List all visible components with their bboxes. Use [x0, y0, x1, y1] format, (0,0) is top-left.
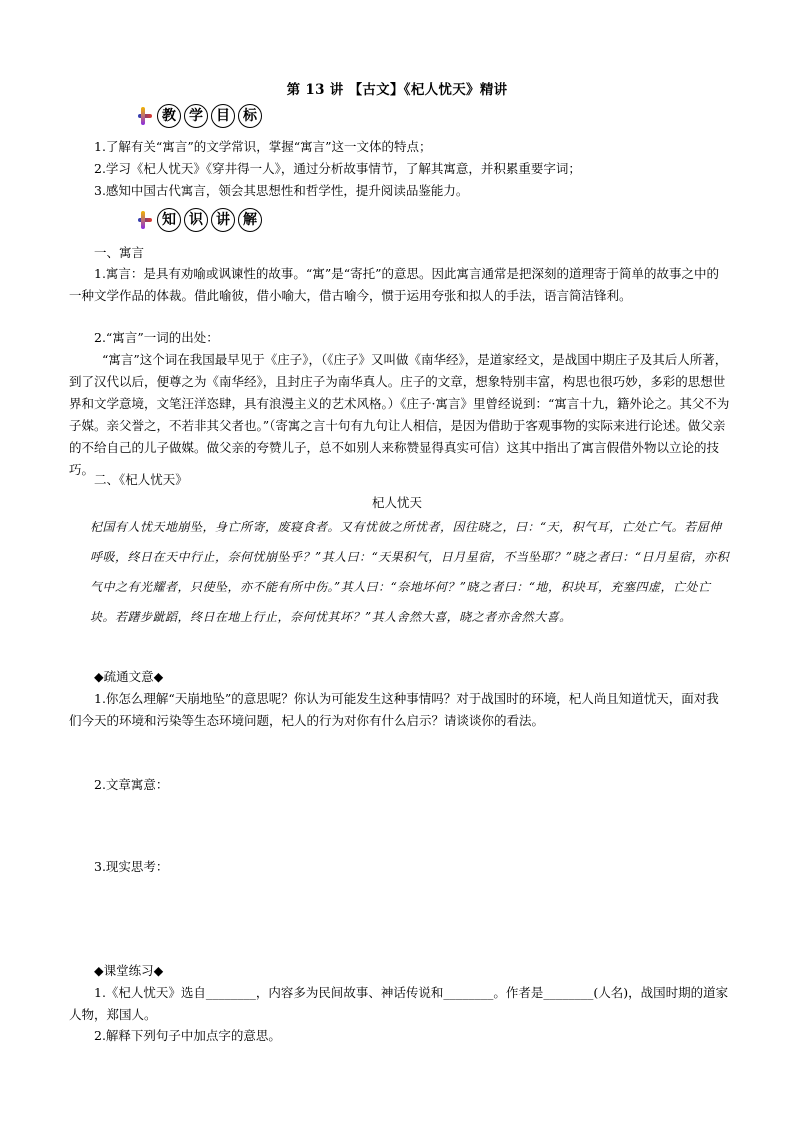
question-2: 2.文章寓意： [94, 777, 169, 792]
question-1: 1.你怎么理解“天崩地坠”的意思呢？你认为可能发生这种事情吗？对于战国时的环境，杞人尚且知道忧天，面对我们今天的环境和污染等生态环境问题，杞人的行为对你有什么启示？请谈谈你的看法。 [69, 691, 719, 728]
knowledge-badge-3: 讲 [211, 208, 235, 232]
goal-item-3: 3.感知中国古代寓言，领会其思想性和哲学性，提升阅读品鉴能力。 [94, 183, 469, 198]
section-1-paragraph-1: 1.寓言：是具有劝喻或讽谏性的故事。“寓”是“寄托”的意思。因此寓言通常是把深刻的道理寄于简单的故事之中的一种文学作品的体裁。借此喻彼，借小喻大，借古喻今，惯于运用夸张和拟人的手法，语言简洁锋利。 [69, 266, 719, 303]
section-2-heading: 二、《杞人忧天》 [94, 472, 188, 487]
practice-heading: ◆课堂练习◆ [94, 963, 164, 978]
goals-badge-1: 教 [157, 104, 181, 128]
page-title: 第 13 讲 【古文】《杞人忧天》精讲 [286, 82, 508, 98]
section-1-paragraph-2-heading: 2.“寓言”一词的出处： [94, 330, 219, 345]
goals-badge-3: 目 [211, 104, 235, 128]
goals-header [134, 104, 262, 128]
story-text: 杞国有人忧天地崩坠，身亡所寄，废寝食者。又有忧彼之所忧者，因往晓之，曰：“天，积气耳，亡处亡气。若屈伸呼吸，终日在天中行止，奈何忧崩坠乎？”其人曰：“天果积气，日月星宿，不当坠耶？”晓之者曰：“日月星宿，亦积气中之有光耀者，只使坠，亦不能有所中伤。”其人曰：“奈地坏何？”晓之者曰：“地，积块耳，充塞四虚，亡处亡块。若躇步跐蹈，终日在地上行止，奈何忧其坏？”其人舍然大喜，晓之者亦舍然大喜。 [90, 520, 730, 624]
goal-item-2: 2.学习《杞人忧天》《穿井得一人》，通过分析故事情节，了解其寓意，并积累重要字词； [94, 161, 581, 176]
practice-item-1: 1.《杞人忧天》选自________，内容多为民间故事、神话传说和________。作者是________(人名)，战国时期的道家人物，郑国人。 [69, 985, 729, 1022]
pin-icon [134, 209, 152, 231]
section-1-paragraph-2: “寓言”这个词在我国最早见于《庄子》，（《庄子》又叫做《南华经》，是道家经文，是战国中期庄子及其后人所著，到了汉代以后，便尊之为《南华经》，且封庄子为南华真人。庄子的文章，想象特别丰富，构思也很巧妙，多彩的思想世界和文学意境，文笔汪洋恣肆，具有浪漫主义的艺术风格。）《庄子·寓言》里曾经说到：“寓言十九，籍外论之。其父不为子媒。亲父誉之，不若非其父者也。”（寄寓之言十句有九句让人相信，是因为借助于客观事物的实际来进行论述。做父亲的不给自己的儿子做媒。做父亲的夸赞儿子，总不如别人来称赞显得真实可信）这其中指出了寓言假借外物以立论的技巧。 [69, 352, 730, 477]
shutong-heading: ◆疏通文意◆ [94, 669, 164, 684]
knowledge-badge-4: 解 [238, 208, 262, 232]
question-3: 3.现实思考： [94, 859, 169, 874]
goals-badge-4: 标 [238, 104, 262, 128]
goal-item-1: 1.了解有关“寓言”的文学常识，掌握“寓言”这一文体的特点； [94, 139, 432, 154]
knowledge-badge-2: 识 [184, 208, 208, 232]
knowledge-badge-1: 知 [157, 208, 181, 232]
section-1-heading: 一、寓言 [94, 245, 145, 260]
pin-icon [134, 105, 152, 127]
story-title: 杞人忧天 [371, 495, 422, 510]
knowledge-header [134, 208, 262, 232]
goals-badge-2: 学 [184, 104, 208, 128]
practice-item-2: 2.解释下列句子中加点字的意思。 [94, 1028, 281, 1043]
